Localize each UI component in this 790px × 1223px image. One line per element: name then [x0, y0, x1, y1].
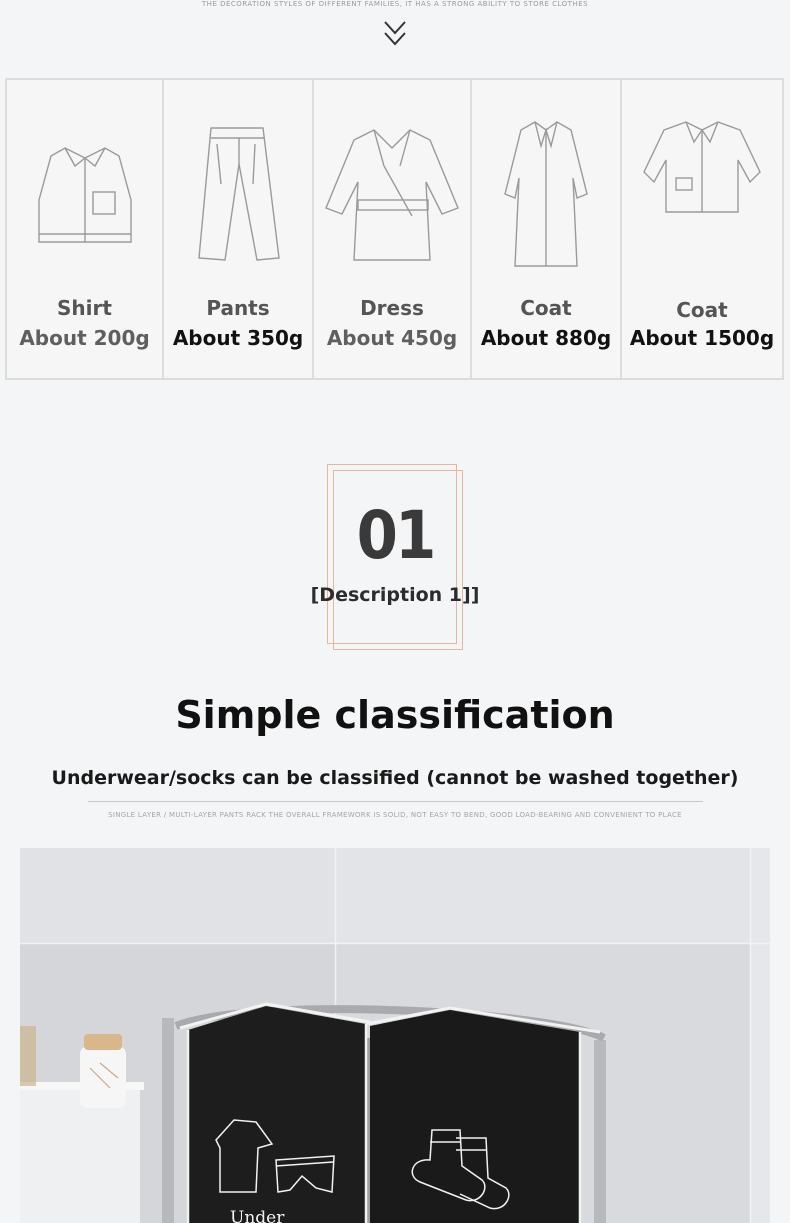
double-chevron-down-icon — [382, 18, 408, 48]
photo-bag-label: Under — [230, 1208, 285, 1223]
section-subtitle: Underwear/socks can be classified (cannot be washed together) — [51, 767, 739, 789]
garment-weight: About 450g — [326, 326, 458, 350]
dress-icon — [322, 126, 462, 266]
small-print-caption: SINGLE LAYER / MULTI-LAYER PANTS RACK THE OVERALL FRAMEWORK IS SOLID, NOT EASY TO BEND, GOOD LOAD-BEARING AND CONVENIENT TO PLACE — [108, 811, 682, 819]
weight-cell-jacket — [622, 80, 782, 378]
pants-icon — [193, 124, 283, 264]
garment-name: Dress — [360, 296, 424, 320]
garment-weight: About 200g — [19, 326, 150, 350]
garment-name: Pants — [206, 296, 270, 320]
shirt-icon — [35, 142, 135, 248]
garment-weight: About 350g — [172, 326, 304, 350]
weight-cell-dress — [314, 80, 472, 378]
feature-number: 01 — [356, 497, 434, 574]
garment-weight: About 880g — [480, 326, 612, 350]
long-coat-icon — [501, 118, 591, 272]
feature-description: [Description 1]] — [310, 584, 480, 606]
subtitle-divider — [88, 801, 703, 802]
garment-weight-table — [5, 78, 784, 380]
garment-weight: About 1500g — [629, 326, 775, 350]
weight-cell-coat — [472, 80, 622, 378]
weight-cell-shirt — [7, 80, 164, 378]
weight-cell-pants — [164, 80, 314, 378]
garment-name: Coat — [676, 298, 728, 322]
jacket-icon — [640, 116, 764, 216]
header-caption: THE DECORATION STYLES OF DIFFERENT FAMILIES, IT HAS A STRONG ABILITY TO STORE CLOTHES — [201, 0, 589, 8]
garment-name: Coat — [520, 296, 572, 320]
hamper-product-photo — [20, 848, 770, 1223]
garment-name: Shirt — [57, 296, 112, 320]
section-title: Simple classification — [175, 693, 615, 737]
